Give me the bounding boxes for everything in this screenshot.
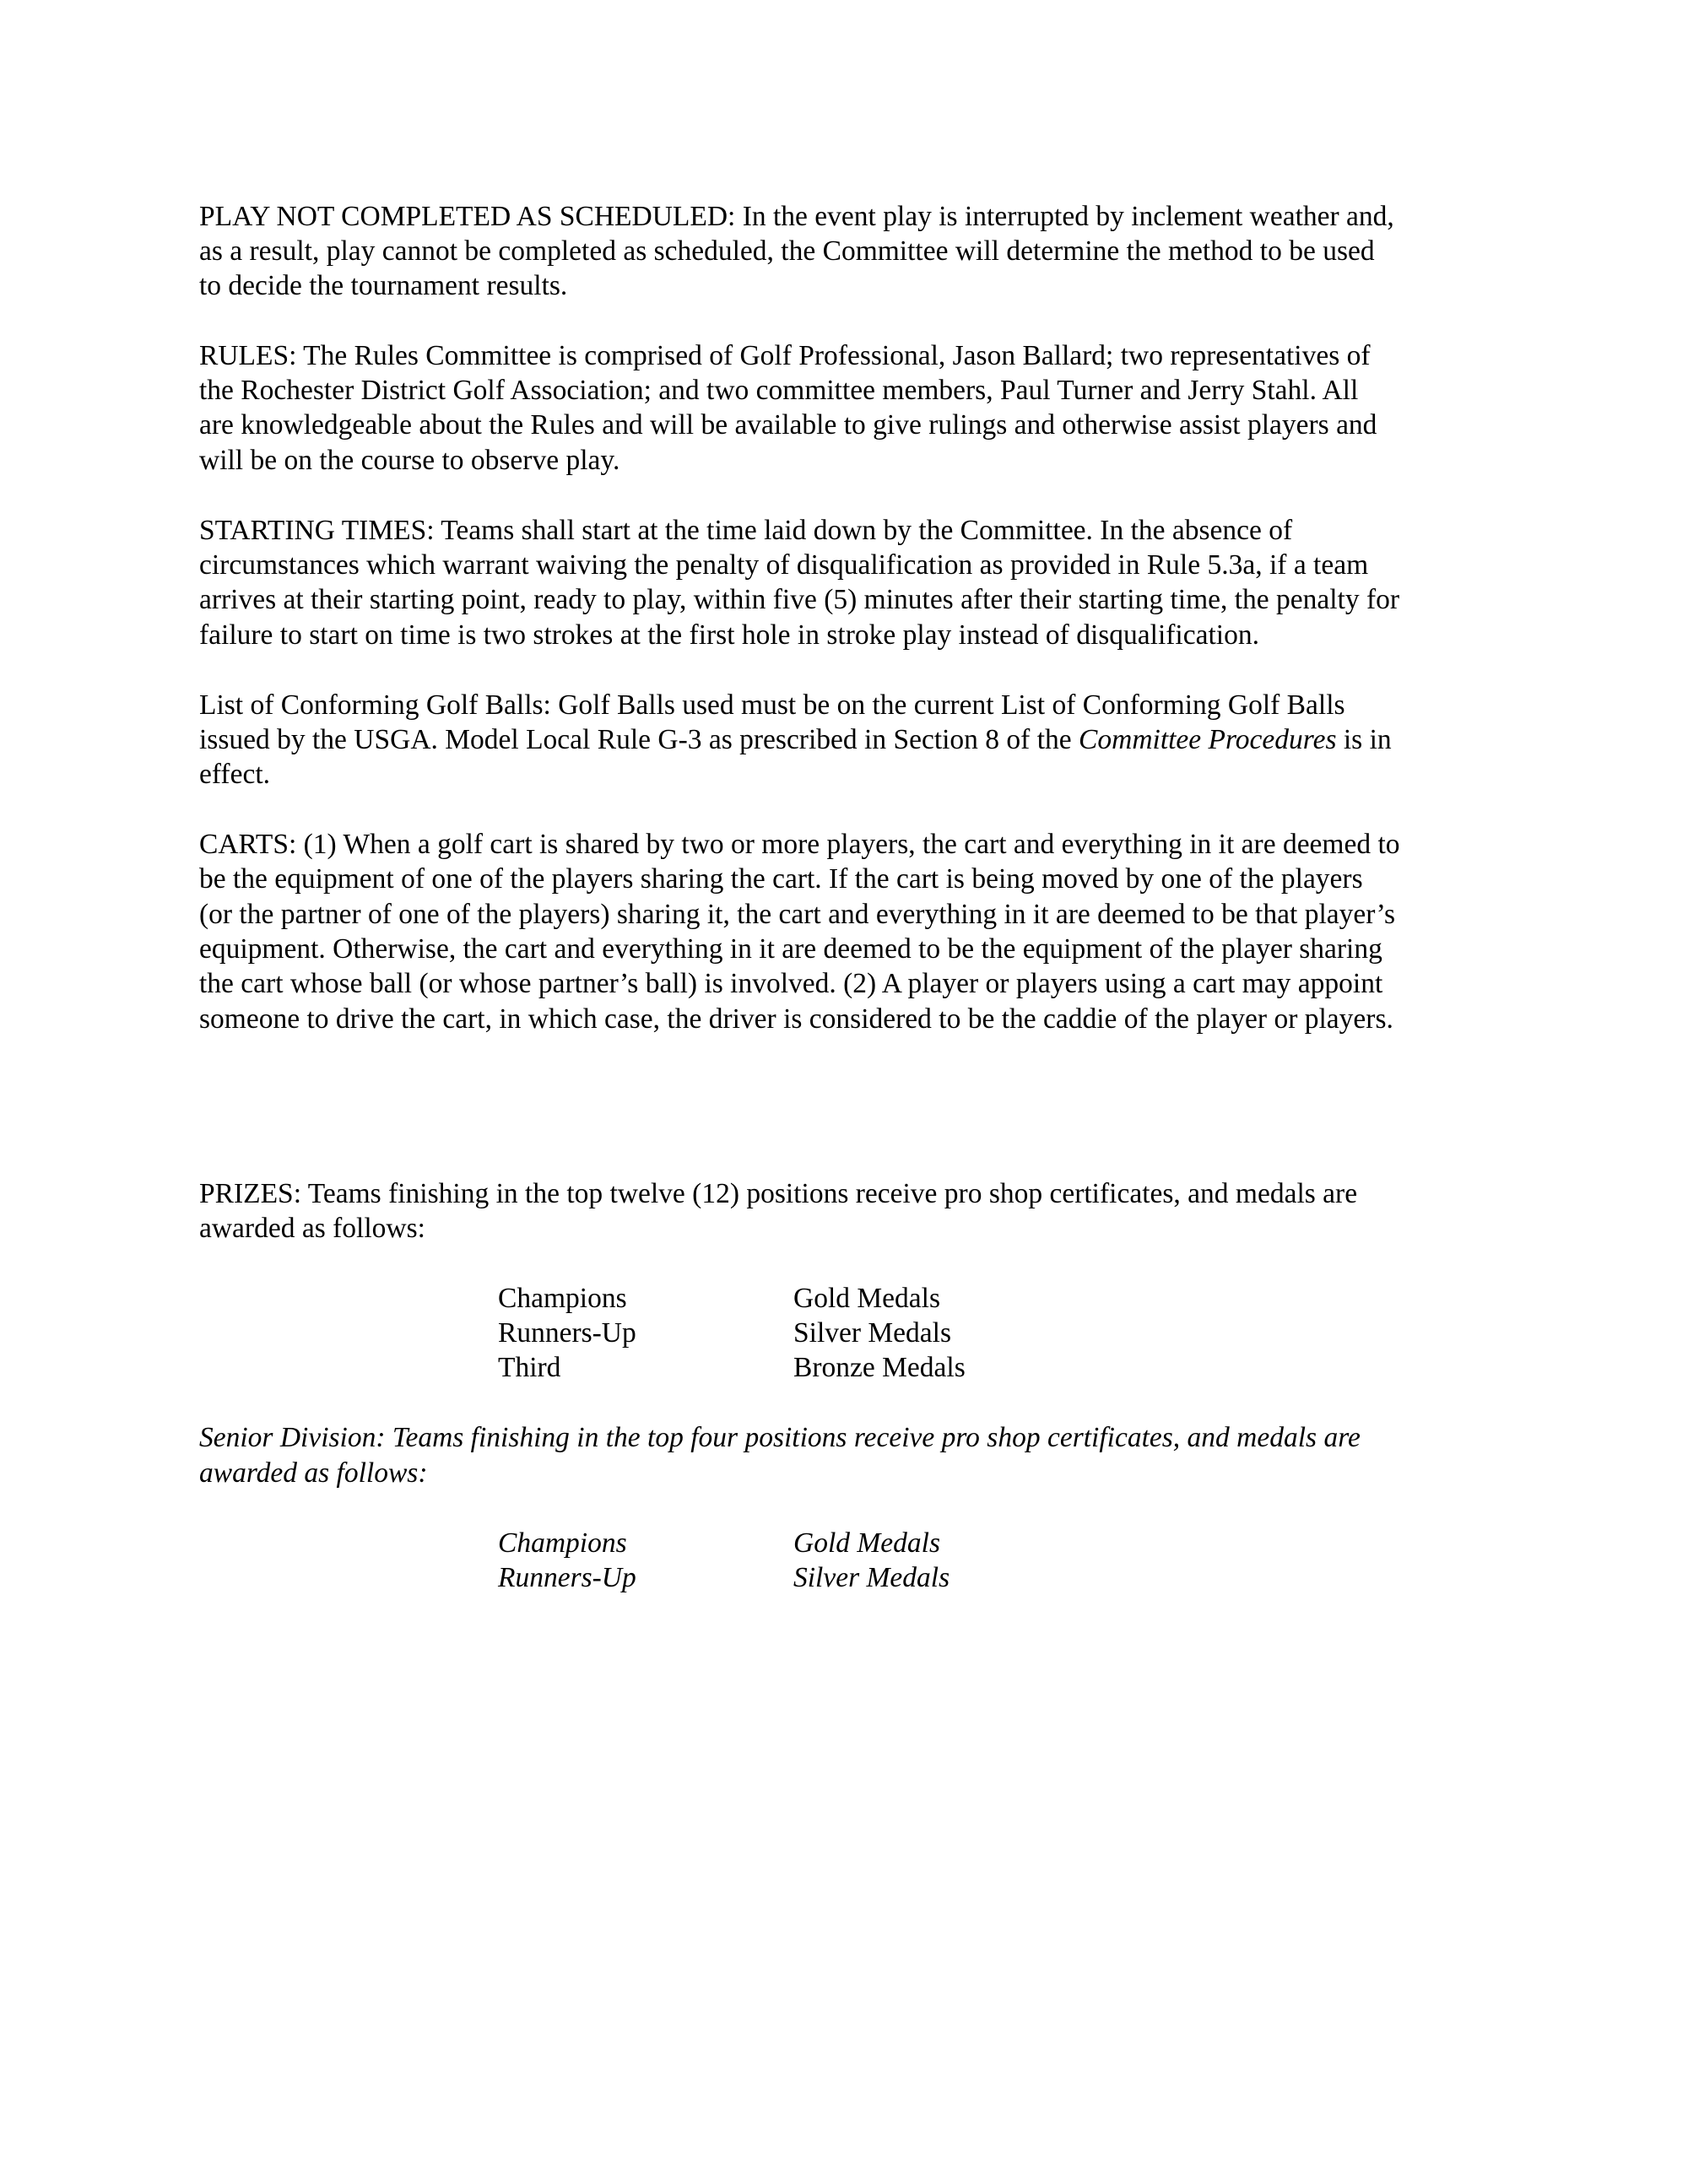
paragraph-line: List of Conforming Golf Balls: Golf Balls used must be on the current List of Conforming Golf Balls (199, 689, 1345, 721)
award-label: Gold Medals (793, 1527, 940, 1559)
paragraph-line: Senior Division: Teams finishing in the top four positions receive pro shop certificates, and medals are (199, 1422, 1361, 1453)
place-label: Runners-Up (498, 1562, 636, 1593)
paragraph-line: failure to start on time is two strokes at the first hole in stroke play instead of disqualification. (199, 619, 1259, 651)
paragraph-line: CARTS: (1) When a golf cart is shared by two or more players, the cart and everything in it are deemed to (199, 829, 1400, 860)
paragraph-line: the Rochester District Golf Association; and two committee members, Paul Turner and Jerry Stahl. All (199, 375, 1359, 406)
text-run: is in (1336, 724, 1392, 755)
award-label: Silver Medals (793, 1562, 950, 1593)
award-label: Bronze Medals (793, 1352, 966, 1383)
paragraph-line: awarded as follows: (199, 1457, 428, 1489)
place-label: Runners-Up (498, 1317, 636, 1349)
paragraph-line: PLAY NOT COMPLETED AS SCHEDULED: In the event play is interrupted by inclement weather and, (199, 201, 1394, 232)
committee-procedures-title: Committee Procedures (1079, 724, 1337, 755)
paragraph-line: arrives at their starting point, ready to play, within five (5) minutes after their starting time, the penalty for (199, 584, 1400, 615)
paragraph-line: someone to drive the cart, in which case, the driver is considered to be the caddie of the player or players. (199, 1003, 1393, 1035)
paragraph-line: as a result, play cannot be completed as scheduled, the Committee will determine the method to be used (199, 235, 1375, 267)
paragraph-line: STARTING TIMES: Teams shall start at the time laid down by the Committee. In the absence of (199, 515, 1293, 546)
place-label: Third (498, 1352, 561, 1383)
place-label: Champions (498, 1527, 627, 1559)
award-label: Gold Medals (793, 1283, 940, 1314)
text-run: issued by the USGA. Model Local Rule G-3 as prescribed in Section 8 of the (199, 724, 1079, 755)
paragraph-line: to decide the tournament results. (199, 270, 568, 301)
paragraph-line: RULES: The Rules Committee is comprised of Golf Professional, Jason Ballard; two representatives of (199, 340, 1371, 371)
paragraph-line: are knowledgeable about the Rules and will be available to give rulings and otherwise assist players and (199, 409, 1377, 441)
paragraph-line: PRIZES: Teams finishing in the top twelve (12) positions receive pro shop certificates, and medals are (199, 1178, 1358, 1209)
paragraph-line: (or the partner of one of the players) sharing it, the cart and everything in it are deemed to be that player’s (199, 899, 1396, 930)
award-label: Silver Medals (793, 1317, 952, 1349)
paragraph-line: the cart whose ball (or whose partner’s ball) is involved. (2) A player or players using a cart may appoint (199, 968, 1383, 999)
paragraph-line: circumstances which warrant waiving the penalty of disqualification as provided in Rule 5.3a, if a team (199, 549, 1369, 581)
place-label: Champions (498, 1283, 627, 1314)
paragraph-line: effect. (199, 759, 270, 790)
paragraph-line: be the equipment of one of the players sharing the cart. If the cart is being moved by one of the players (199, 863, 1363, 895)
paragraph-line (199, 722, 1392, 757)
paragraph-line: equipment. Otherwise, the cart and everything in it are deemed to be the equipment of the player sharing (199, 933, 1382, 965)
paragraph-line: will be on the course to observe play. (199, 445, 620, 476)
paragraph-line: awarded as follows: (199, 1213, 425, 1244)
